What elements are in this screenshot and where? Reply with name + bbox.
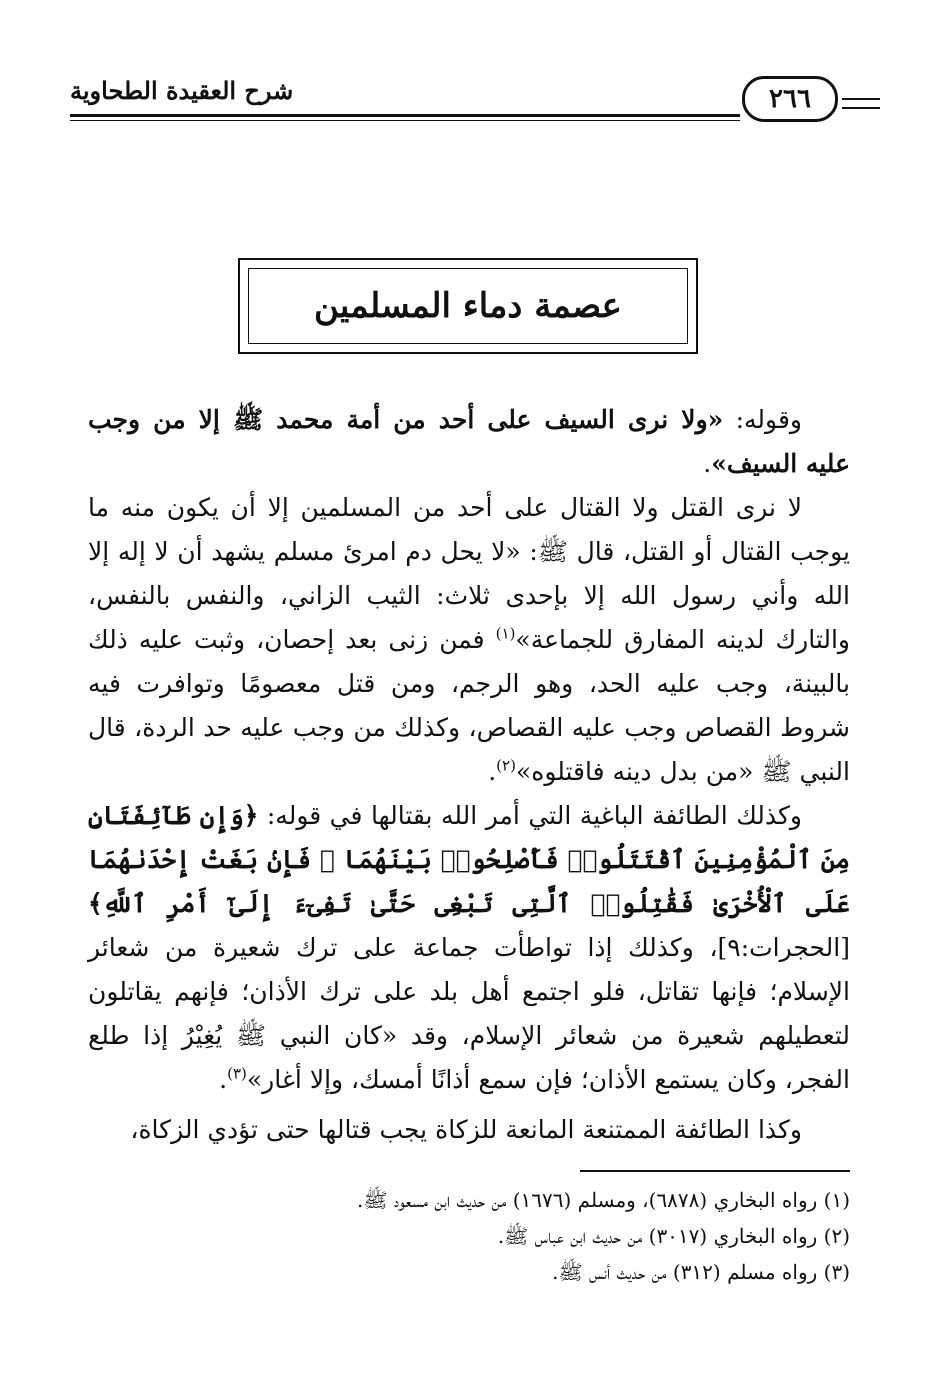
quran-verse: ﴿وَإِن طَآئِفَتَانِ مِنَ ٱلْمُؤْمِنِينَ ٱقْتَتَلُوا۟ فَأَصْلِحُوا۟ بَيْنَهُمَا ۖ فَإِنۢ بَغَتْ إِحْدَىٰهُمَا عَلَى ٱلْأُخْرَىٰ فَقَٰتِلُوا۟ ٱلَّتِى تَبْغِى حَتَّىٰ تَفِىٓءَ إِلَىٰٓ أَمْرِ ٱللَّهِ﴾ xyxy=(88,801,850,918)
paragraph-3 xyxy=(88,794,850,1102)
footnote-2: (٢) رواه البخاري (٣٠١٧) من حديث ابن عباس ﷺ. xyxy=(497,1224,850,1248)
page-header xyxy=(70,72,880,122)
main-text xyxy=(88,398,850,1152)
paragraph-1-end: . xyxy=(703,449,712,478)
header-rule xyxy=(70,114,740,117)
paragraph-2 xyxy=(88,486,850,794)
paragraph-1-lead: وقوله: xyxy=(723,405,802,434)
footnotes xyxy=(150,1182,850,1290)
header-ornament-lines xyxy=(842,98,880,109)
paragraph-3-part-b: [الحجرات:٩]، وكذلك إذا تواطأت جماعة على ترك شعيرة من شعائر الإسلام؛ فإنها تقاتل، فلو اجتمع أهل بلد على ترك الأذان؛ فإنهم يقاتلون لتعطيلهم شعيرة من شعائر الإسلام، وقد «كان النبي ﷺ يُغِيْرُ إذا طلع الفجر، وكان يستمع الأذان؛ فإن سمع أذانًا أمسك، وإلا أغار» xyxy=(88,933,850,1094)
footnote-ref-2: (٢) xyxy=(496,756,516,775)
footnote-separator xyxy=(580,1170,850,1172)
chapter-title: عصمة دماء المسلمين xyxy=(314,286,622,326)
footnote-1: (١) رواه البخاري (٦٨٧٨)، ومسلم (١٦٧٦) من حديث ابن مسعود ﷺ. xyxy=(357,1188,850,1212)
paragraph-2-end: . xyxy=(488,757,497,786)
header-rule-thin xyxy=(70,120,740,121)
footnote-ref-1: (١) xyxy=(495,624,516,643)
paragraph-1 xyxy=(88,398,850,486)
matn-quote: «ولا نرى السيف على أحد من أمة محمد ﷺ إلا من وجب عليه السيف» xyxy=(88,405,850,478)
chapter-title-frame xyxy=(238,258,698,354)
paragraph-3-part-a: وكذلك الطائفة الباغية التي أمر الله بقتالها في قوله: xyxy=(258,801,802,830)
paragraph-3-end: . xyxy=(219,1065,228,1094)
footnote-ref-3: (٣) xyxy=(227,1064,247,1083)
paragraph-2-part-b: فمن زنى بعد إحصان، وثبت عليه ذلك بالبينة، وجب عليه الحد، وهو الرجم، ومن قتل معصومًا وتوافرت فيه شروط القصاص وجب عليه القصاص، وكذلك من وجب عليه حد الردة، قال النبي ﷺ «من بدل دينه فاقتلوه» xyxy=(88,625,850,786)
running-title: شرح العقيدة الطحاوية xyxy=(70,76,294,105)
footnote-3: (٣) رواه مسلم (٣١٢) من حديث أنس ﷺ. xyxy=(552,1260,850,1284)
paragraph-2-part-a: لا نرى القتل ولا القتال على أحد من المسلمين إلا أن يكون منه ما يوجب القتال أو القتل، قال ﷺ: «لا يحل دم امرئ مسلم يشهد أن لا إله إلا الله وأني رسول الله إلا بإحدى ثلاث: الثيب الزاني، والنفس بالنفس، والتارك لدينه المفارق للجماعة» xyxy=(88,493,850,654)
page-number: ٢٦٦ xyxy=(742,76,838,122)
chapter-title-inner-frame xyxy=(248,268,688,344)
paragraph-4: وكذا الطائفة الممتنعة المانعة للزكاة يجب قتالها حتى تؤدي الزكاة، xyxy=(130,1115,802,1144)
